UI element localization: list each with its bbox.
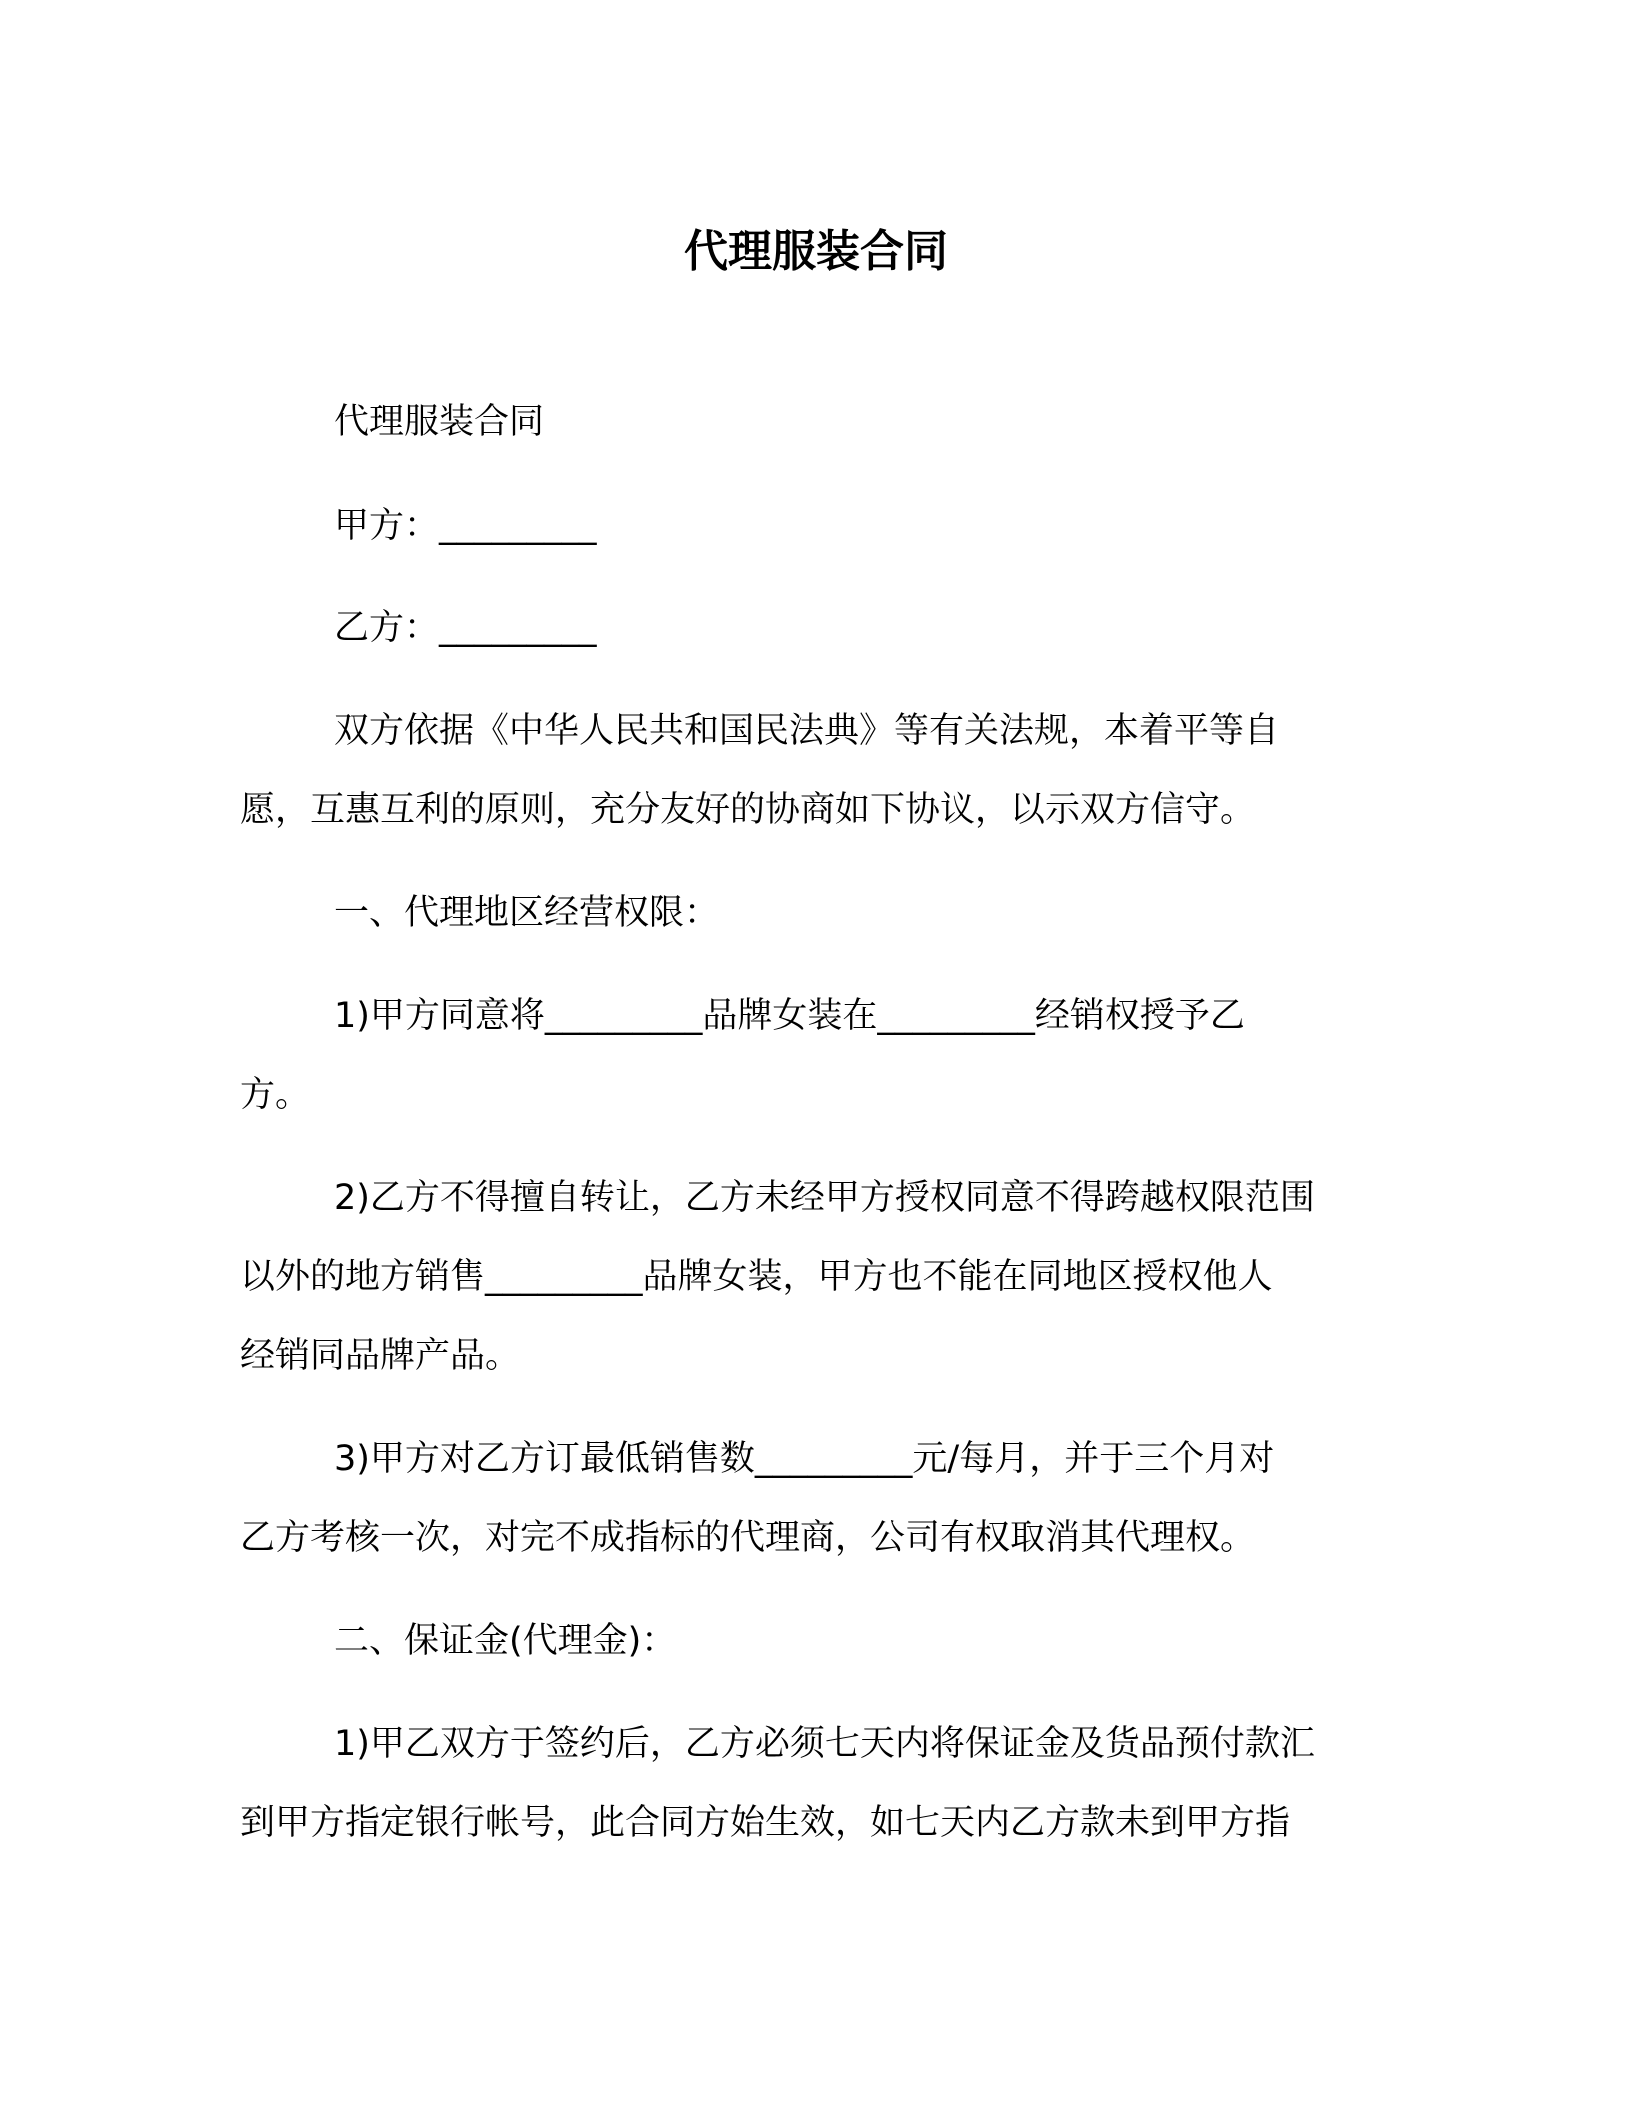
clause-1-3-line-1: 3)甲方对乙方订最低销售数_________元/每月，并于三个月对 (334, 1439, 1275, 1479)
clause-1-3-line-2: 乙方考核一次，对完不成指标的代理商，公司有权取消其代理权。 (240, 1518, 1256, 1558)
clause-1-2-line-1: 2)乙方不得擅自转让，乙方未经甲方授权同意不得跨越权限范围 (334, 1178, 1315, 1218)
preamble-line-2: 愿，互惠互利的原则，充分友好的协商如下协议，以示双方信守。 (240, 790, 1256, 830)
clause-1-2-line-2: 以外的地方销售_________品牌女装，甲方也不能在同地区授权他人 (240, 1257, 1273, 1297)
party-b-line: 乙方：_________ (334, 608, 597, 648)
clause-1-1-line-2: 方。 (240, 1075, 311, 1115)
party-a-line: 甲方：_________ (334, 506, 597, 546)
document-title: 代理服装合同 (684, 226, 948, 277)
preamble-line-1: 双方依据《中华人民共和国民法典》等有关法规，本着平等自 (334, 711, 1280, 751)
clause-1-1-line-1: 1)甲方同意将_________品牌女装在_________经销权授予乙 (334, 996, 1245, 1036)
section-2-heading: 二、保证金(代理金)： (334, 1621, 677, 1661)
clause-1-2-line-3: 经销同品牌产品。 (240, 1336, 521, 1376)
clause-2-1-line-1: 1)甲乙双方于签约后，乙方必须七天内将保证金及货品预付款汇 (334, 1724, 1315, 1764)
subtitle-line: 代理服装合同 (334, 402, 545, 442)
clause-2-1-line-2: 到甲方指定银行帐号，此合同方始生效，如七天内乙方款未到甲方指 (240, 1803, 1291, 1843)
section-1-heading: 一、代理地区经营权限： (334, 893, 720, 933)
